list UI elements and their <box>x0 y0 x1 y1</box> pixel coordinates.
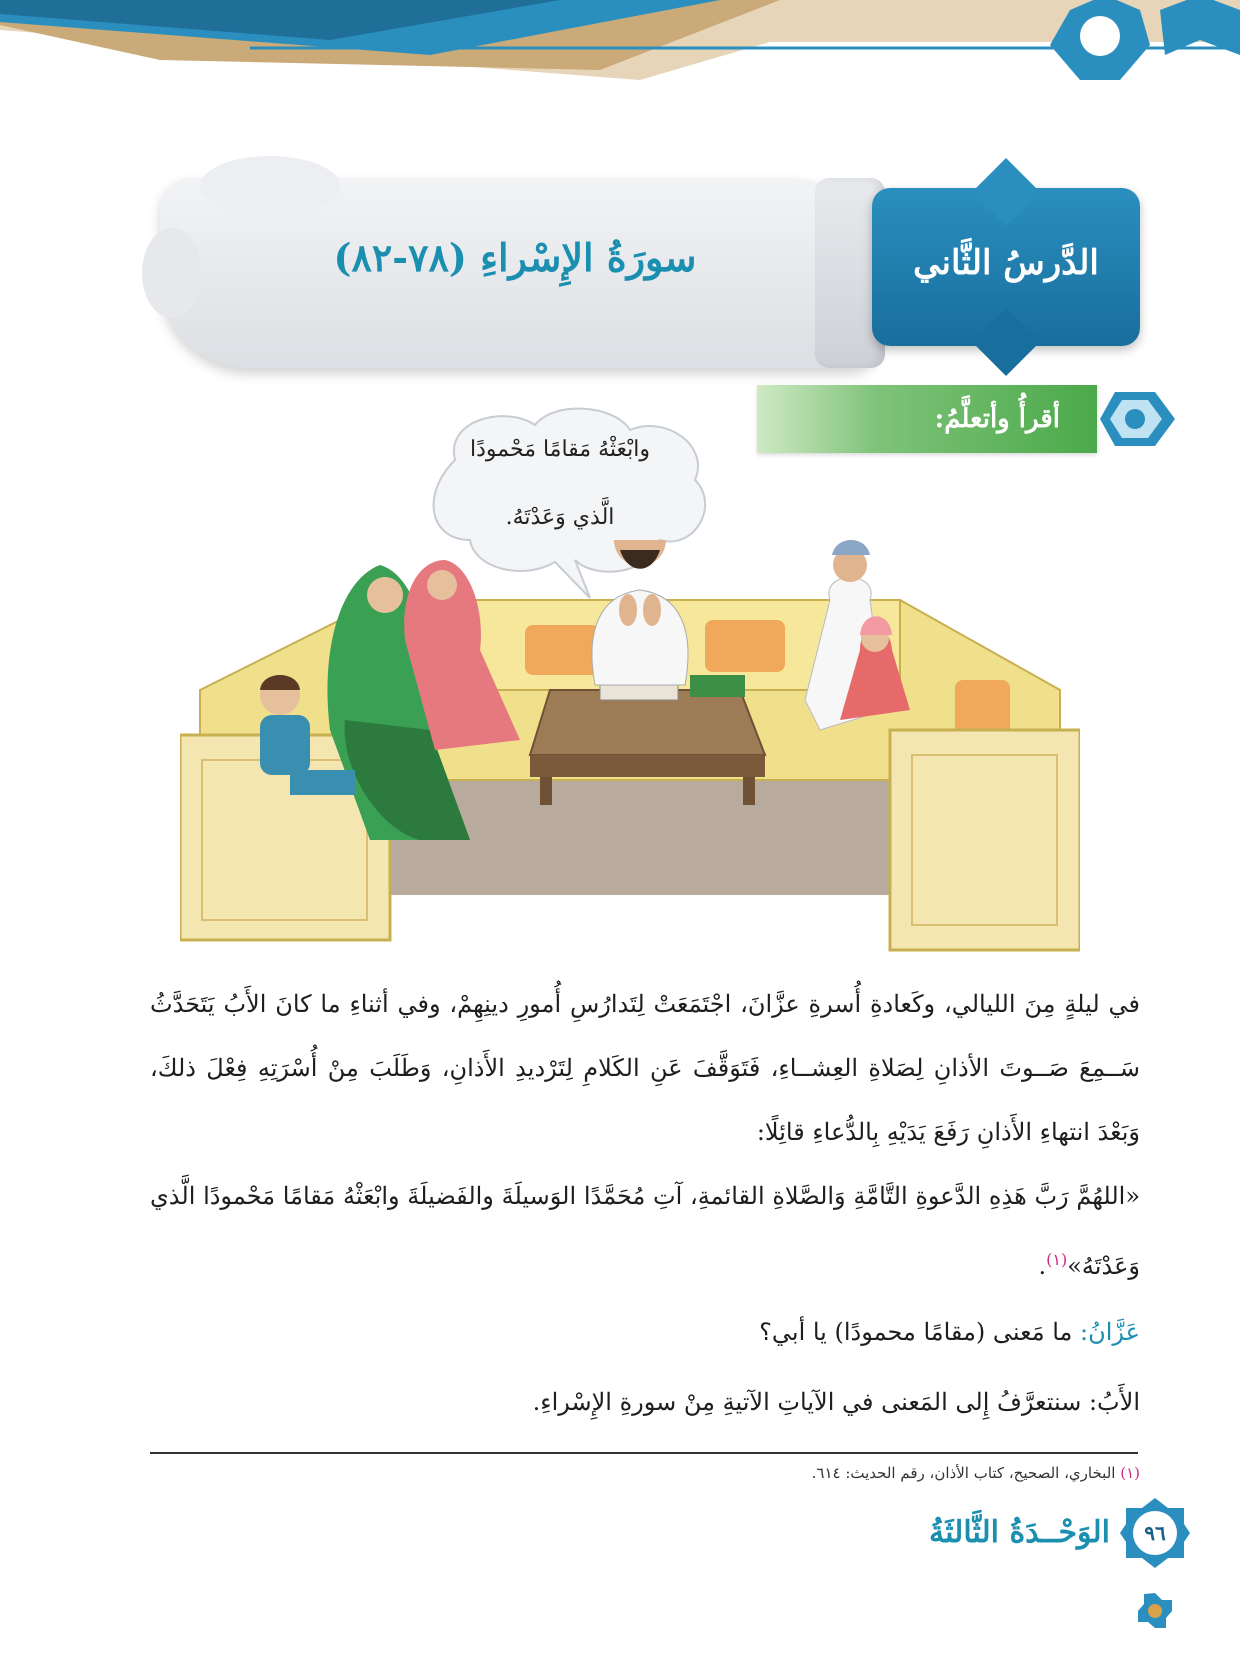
ornament-icon <box>1090 384 1180 454</box>
top-decorative-band <box>0 0 1240 80</box>
surah-title: سورَةُ الإِسْراءِ (٧٨-٨٢) <box>333 235 697 280</box>
page-number: ٩٦ <box>1144 1521 1166 1545</box>
speaker-azzan: عَزَّانُ: <box>1080 1318 1140 1346</box>
dialog-azzan <box>150 1300 1140 1364</box>
prayer-text: «اللهُمَّ رَبَّ هَذِهِ الدَّعوةِ التَّامَّةِ وَالصَّلاةِ القائمةِ، آتِ مُحَمَّدًا الوَسيلَةَ والفَضيلَةَ وابْعَثْهُ مَقامًا مَحْمودًا الَّذي وَعَدْتَهُ» <box>150 1182 1140 1280</box>
unit-title: الوَحْــدَةُ الثَّالثَةُ <box>929 1515 1110 1550</box>
footnote-divider <box>150 1452 1138 1454</box>
speech-line-2: الَّذي وَعَدْتَهُ. <box>505 505 615 530</box>
footnote-marker: (١) <box>1046 1250 1068 1269</box>
father-answer: سنتعرَّفُ إِلى المَعنى في الآياتِ الآتيةِ مِنْ سورةِ الإِسْراءِ. <box>532 1388 1082 1416</box>
sofa-arm-right <box>890 730 1080 950</box>
story-paragraph: في ليلةٍ مِنَ الليالي، وكَعادةِ أُسرةِ عزَّانَ، اجْتَمَعَتْ لِتَدارُسِ أُمورِ دينِهِمْ، وفي أثناءِ ما كانَ الأَبُ يَتَحَدَّثُ سَــمِعَ صَــوتَ الأذانِ لِصَلاةِ العِشــاءِ، فَتَوَقَّفَ عَنِ الكَلامِ لِتَرْديدِ الأَذانِ، وَطَلَبَ مِنْ أُسْرَتِهِ فِعْلَ ذلكَ، وَبَعْدَ انتهاءِ الأَذانِ رَفَعَ يَدَيْهِ بِالدُّعاءِ قائِلًا: <box>150 990 1140 1146</box>
prayer-paragraph <box>150 1164 1140 1298</box>
footnote-number: (١) <box>1120 1464 1140 1482</box>
cushion <box>705 620 785 672</box>
prayer-end: . <box>1038 1252 1047 1280</box>
dialog-father <box>150 1370 1140 1434</box>
read-learn-label: أقرأُ وأتعلَّمُ: <box>934 404 1060 434</box>
family-gathering-illustration <box>180 540 1080 960</box>
speaker-father: الأَبُ: <box>1088 1388 1140 1416</box>
footnote-text: البخاري، الصحيح، كتاب الأذان، رقم الحديث: ٦١٤. <box>811 1464 1116 1482</box>
ornament-dot-icon <box>1136 1592 1174 1630</box>
lesson-label: الدَّرسُ الثَّاني <box>913 243 1099 283</box>
father-figure <box>592 540 688 685</box>
cushion <box>525 625 600 675</box>
speech-line-1: وابْعَثْهُ مَقامًا مَحْمودًا <box>470 437 650 462</box>
azzan-question: ما مَعنى (مقامًا محمودًا) يا أبي؟ <box>759 1318 1073 1346</box>
footnote <box>150 1458 1140 1488</box>
closed-book <box>690 675 745 697</box>
